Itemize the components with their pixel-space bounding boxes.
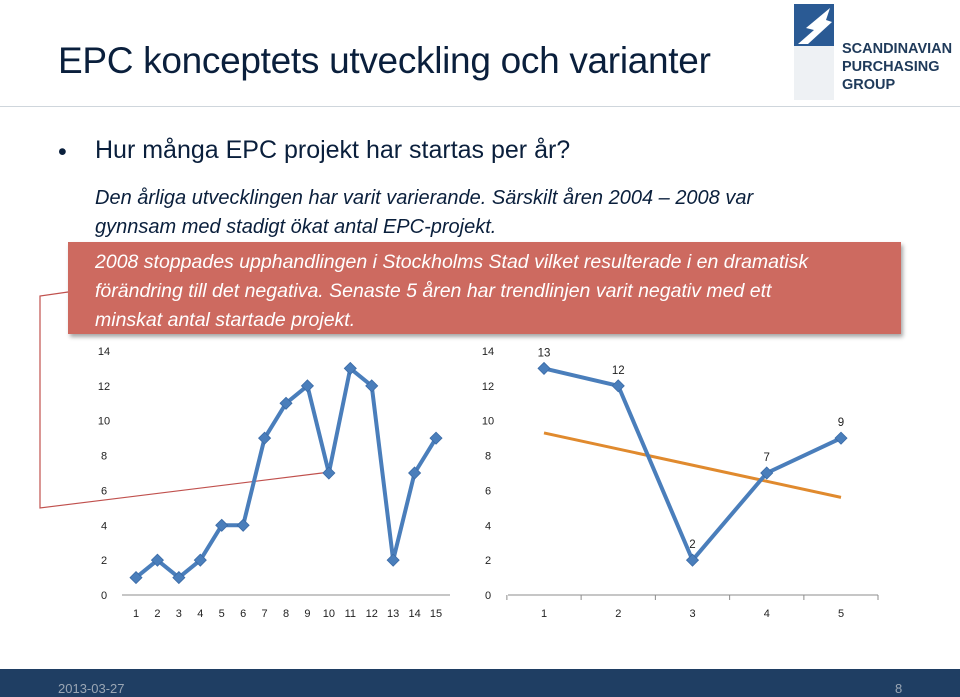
y-tick-label: 0: [484, 590, 492, 602]
footer-bar: [0, 669, 960, 697]
logo-line: SCANDINAVIAN: [842, 41, 953, 57]
page-number: 8: [895, 681, 903, 696]
x-tick-label: 9: [304, 608, 311, 620]
y-tick-label: 4: [100, 520, 108, 533]
x-tick-label: 7: [261, 608, 268, 620]
data-label: 7: [763, 452, 770, 464]
x-tick-label: 12: [365, 608, 378, 620]
data-label: 13: [537, 347, 551, 360]
y-tick-label: 6: [484, 485, 492, 498]
x-tick-label: 11: [344, 608, 357, 620]
y-tick-label: 4: [484, 520, 492, 533]
x-tick-label: 2: [154, 608, 161, 620]
x-tick-label: 8: [282, 608, 290, 620]
y-tick-label: 8: [484, 450, 492, 463]
trendline: [544, 433, 841, 497]
data-label: 12: [611, 364, 625, 377]
x-tick-label: 10: [322, 608, 335, 620]
y-tick-label: 14: [97, 346, 111, 358]
callout-line: förändring till det negativa. Senaste 5 åren har trendlinjen varit negativ med ett: [95, 280, 772, 302]
callout-line: minskat antal startade projekt.: [95, 309, 356, 331]
y-tick-label: 0: [100, 590, 108, 602]
text-line: Den årliga utvecklingen har varit varierande. Särskilt åren 2004 – 2008 var: [95, 187, 754, 209]
y-tick-label: 2: [100, 555, 108, 568]
logo-line: GROUP: [842, 77, 896, 93]
text-line: gynnsam med stadigt ökat antal EPC-projekt.: [95, 216, 497, 238]
x-tick-label: 4: [197, 608, 204, 620]
y-tick-label: 8: [100, 450, 108, 463]
y-tick-label: 12: [97, 380, 111, 393]
data-point: [538, 362, 550, 374]
data-point: [612, 380, 624, 392]
x-tick-label: 4: [763, 608, 770, 620]
data-label: 2: [689, 539, 696, 552]
bullet-question: Hur många EPC projekt har startas per år?: [95, 136, 571, 164]
x-tick-label: 1: [132, 608, 140, 620]
footer-date: 2013-03-27: [58, 681, 125, 696]
x-tick-label: 13: [387, 608, 400, 620]
data-point: [835, 432, 847, 444]
x-tick-label: 14: [408, 608, 421, 620]
bullet-icon: •: [58, 138, 67, 166]
callout-line: 2008 stoppades upphandlingen i Stockholms Stad vilket resulterade i en dramatisk: [95, 251, 809, 273]
slide-title: EPC konceptets utveckling och varianter: [58, 40, 711, 81]
y-tick-label: 2: [484, 555, 492, 568]
x-tick-label: 5: [218, 608, 225, 620]
y-tick-label: 14: [481, 346, 495, 358]
y-tick-label: 10: [481, 415, 495, 428]
x-tick-label: 1: [540, 608, 548, 620]
logo-line: PURCHASING: [842, 59, 940, 75]
data-label: 9: [837, 417, 845, 430]
y-tick-label: 10: [97, 415, 111, 428]
x-tick-label: 2: [615, 608, 622, 620]
x-tick-label: 3: [175, 608, 182, 620]
x-tick-label: 15: [429, 608, 443, 620]
y-tick-label: 12: [481, 380, 495, 393]
x-tick-label: 3: [689, 608, 696, 620]
x-tick-label: 5: [837, 608, 845, 620]
y-tick-label: 6: [100, 485, 108, 498]
x-tick-label: 6: [240, 608, 247, 620]
